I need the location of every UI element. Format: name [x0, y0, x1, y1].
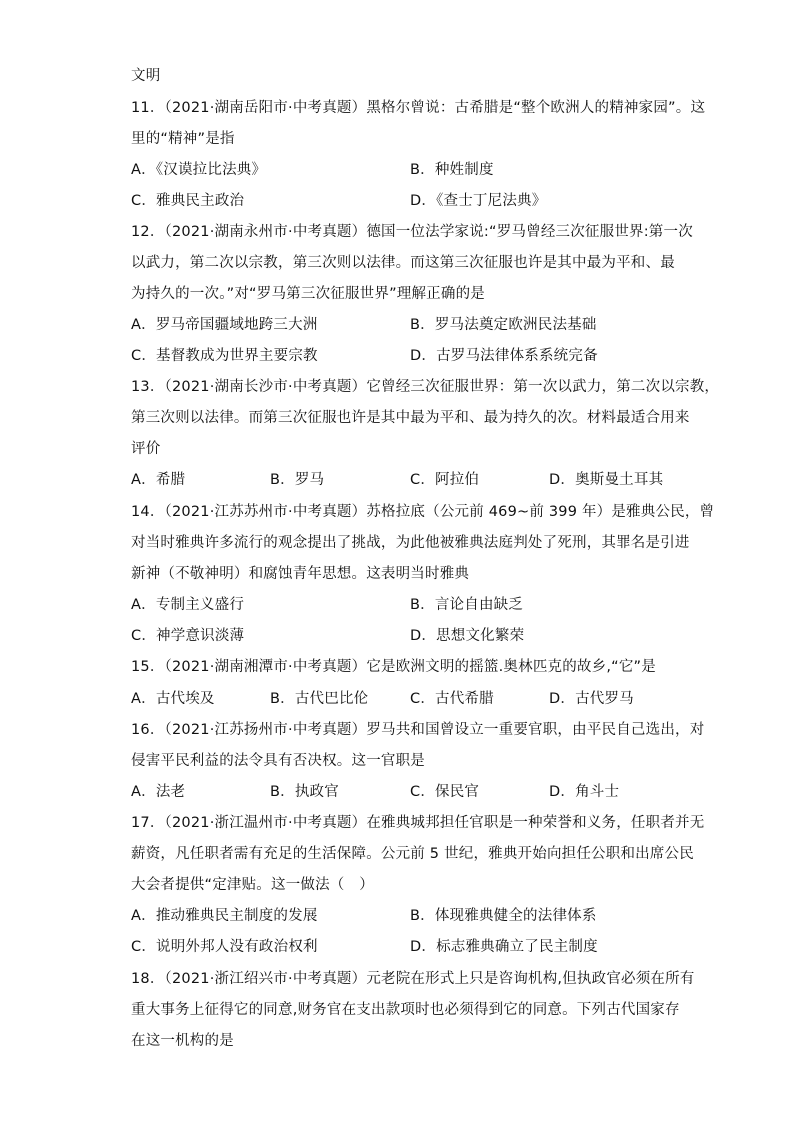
q15-option-a: A．古代埃及	[131, 691, 215, 707]
question-14-stem: 14．（2021·江苏苏州市·中考真题）苏格拉底（公元前 469~前 399 年）是雅典公民，曾	[131, 504, 715, 520]
question-14-stem-cont: 新神（不敬神明）和腐蚀青年思想。这表明当时雅典	[131, 566, 470, 582]
q14-option-b: B．言论自由缺乏	[410, 597, 524, 613]
q17-option-b: B．体现雅典健全的法律体系	[410, 908, 597, 924]
question-12-stem: 12．（2021·湖南永州市·中考真题）德国一位法学家说:“罗马曾经三次征服世界:第一次	[131, 224, 693, 240]
q16-option-a: A．法老	[131, 784, 186, 800]
q15-option-c: C．古代希腊	[410, 691, 494, 707]
question-13-stem: 13．（2021·湖南长沙市·中考真题）它曾经三次征服世界：第一次以武力，第二次以宗教，	[131, 379, 720, 395]
question-13-stem-cont: 评价	[131, 441, 161, 457]
q14-option-c: C．神学意识淡薄	[131, 628, 245, 644]
question-13-stem-cont: 第三次则以法律。而第三次征服也许是其中最为平和、最为持久的次。材料最适合用来	[131, 410, 690, 426]
q11-option-d: D．《查士丁尼法典》	[410, 193, 547, 209]
question-12-stem-cont: 以武力，第二次以宗教，第三次则以法律。而这第三次征服也许是其中最为平和、最	[131, 255, 675, 271]
q15-option-b: B．古代巴比伦	[270, 691, 369, 707]
question-17-stem-cont: 大会者提供“定津贴。这一做法（ ）	[131, 877, 374, 893]
q11-option-a: A．《汉谟拉比法典》	[131, 162, 267, 178]
q16-option-c: C．保民官	[410, 784, 480, 800]
q11-option-b: B．种姓制度	[410, 162, 494, 178]
question-18-stem-cont: 重大事务上征得它的同意,财务官在支出款项时也必须得到它的同意。下列古代国家存	[131, 1002, 680, 1018]
question-11-stem: 11．（2021·湖南岳阳市·中考真题）黑格尔曾说：古希腊是“整个欧洲人的精神家园”。这	[131, 100, 706, 116]
question-18-stem: 18．（2021·浙江绍兴市·中考真题）元老院在形式上只是咨询机构,但执政官必须在所有	[131, 971, 695, 987]
question-11-stem-cont: 里的“精神”是指	[131, 131, 235, 147]
question-16-stem: 16．（2021·江苏扬州市·中考真题）罗马共和国曾设立一重要官职，由平民自己选出，对	[131, 722, 705, 738]
q12-option-b: B．罗马法奠定欧洲民法基础	[410, 317, 597, 333]
q16-option-b: B．执政官	[270, 784, 339, 800]
question-14-stem-cont: 对当时雅典许多流行的观念提出了挑战，为此他被雅典法庭判处了死刑，其罪名是引进	[131, 535, 690, 551]
q14-option-a: A．专制主义盛行	[131, 597, 245, 613]
q11-option-c: C．雅典民主政治	[131, 193, 245, 209]
q17-option-c: C．说明外邦人没有政治权利	[131, 939, 318, 955]
q17-option-a: A．推动雅典民主制度的发展	[131, 908, 318, 924]
q13-option-c: C．阿拉伯	[410, 472, 480, 488]
question-12-stem-cont: 为持久的一次。”对“罗马第三次征服世界”理解正确的是	[131, 286, 485, 302]
question-16-stem-cont: 侵害平民利益的法令具有否决权。这一官职是	[131, 753, 425, 769]
q16-option-d: D．角斗士	[549, 784, 620, 800]
q17-option-d: D．标志雅典确立了民主制度	[410, 939, 598, 955]
question-15-stem: 15．（2021·湖南湘潭市·中考真题）它是欧洲文明的摇篮.奥林匹克的故乡,“它”是	[131, 659, 656, 675]
q13-option-d: D．奥斯曼土耳其	[549, 472, 664, 488]
q13-option-a: A．希腊	[131, 472, 186, 488]
q12-option-c: C．基督教成为世界主要宗教	[131, 348, 318, 364]
question-17-stem: 17．（2021·浙江温州市·中考真题）在雅典城邦担任官职是一种荣誉和义务，任职者并无	[131, 815, 705, 831]
q14-option-d: D．思想文化繁荣	[410, 628, 525, 644]
q13-option-b: B．罗马	[270, 472, 325, 488]
q12-option-a: A．罗马帝国疆域地跨三大洲	[131, 317, 318, 333]
question-17-stem-cont: 薪资，凡任职者需有充足的生活保障。公元前 5 世纪，雅典开始向担任公职和出席公民	[131, 846, 694, 862]
q15-option-d: D．古代罗马	[549, 691, 634, 707]
q12-option-d: D．古罗马法律体系系统完备	[410, 348, 598, 364]
question-18-stem-cont: 在这一机构的是	[131, 1033, 234, 1049]
text-line: 文明	[131, 68, 161, 84]
